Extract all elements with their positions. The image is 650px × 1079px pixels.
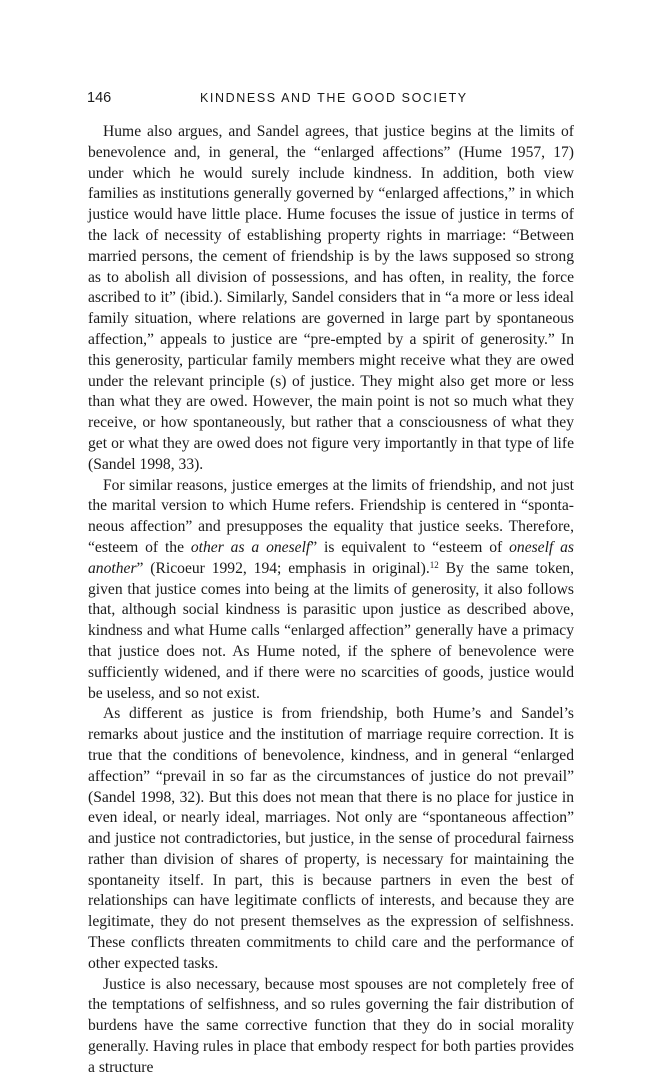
paragraph-2-text-d: By the same token, given that justice comes into being at the limits of generosity, it also follows that, although social kindness is parasitic upon justice as described above, kindness and what Hume calls “enlarged affection” generally have a primacy that justice does not. As Hume noted, if the sphere of benevolence were sufficiently widened, and if there were no scarcities of goods, justice would be useless, and so not exist.	[88, 559, 574, 702]
paragraph-2	[88, 476, 574, 705]
paragraph-2-italic-a: other as a oneself	[190, 538, 311, 556]
running-head	[87, 88, 575, 108]
paragraph-2-text-b: ” is equivalent to “esteem of	[310, 538, 510, 556]
paragraph-2-text-a: For similar reasons, justice emerges at the limits of friendship, and not just the marital version to which Hume refers. Friendship is centered in “spontaneous affection” and presupposes the equality that justice seeks. Therefore, “esteem of the	[88, 476, 574, 556]
paragraph-3: As different as justice is from friendship, both Hume’s and Sandel’s remarks about justice and the institution of marriage require correction. It is true that the conditions of benevolence, kindness, and in general “enlarged affection” “prevail in so far as the circumstances of justice do not prevail” (Sandel 1998, 32). But this does not mean that there is no place for justice in even ideal, or nearly ideal, marriages. Not only are “spontaneous affection” and justice not contradictories, but justice, in the sense of procedural fairness rather than division of shares of property, is necessary for maintaining the spontaneity itself. In part, this is because partners in even the best of relationships can have legitimate conflicts of interests, and because they are legitimate, they do not present themselves as the expression of selfishness. These conflicts threaten commitments to child care and the performance of other expected tasks.	[88, 705, 574, 972]
paragraph-2-text-c: ” (Ricoeur 1992, 194; emphasis in original).	[136, 559, 430, 577]
footnote-marker-12[interactable]: 12	[429, 559, 439, 570]
body-text	[88, 122, 574, 1079]
running-title: KINDNESS AND THE GOOD SOCIETY	[200, 91, 468, 105]
paragraph-1: Hume also argues, and Sandel agrees, that justice begins at the limits of benevolence and, in general, the “enlarged affections” (Hume 1957, 17) under which he would surely include kindness. In addition, both view families as institutions generally governed by “enlarged affections,” in which justice would have little place. Hume focuses the issue of justice in terms of the lack of necessity of establishing property rights in marriage: “Between married persons, the cement of friendship is by the laws supposed so strong as to abolish all division of possessions, and has often, in reality, the force ascribed to it” (ibid.). Similarly, Sandel considers that in “a more or less ideal family situation, where relations are governed in large part by spontaneous affection,” appeals to justice are “pre-empted by a spirit of generosity.” In this generosity, particular family members might receive what they are owed under the relevant principle (s) of justice. They might also get more or less than what they are owed. However, the main point is not so much what they receive, or how spontaneously, but rather that a consciousness of what they get or what they are owed does not figure very importantly in that type of life (Sandel 1998, 33).	[88, 123, 574, 473]
paragraph-4: Justice is also necessary, because most spouses are not completely free of the temptations of selfishness, and so rules governing the fair distribution of burdens have the same corrective function that they do in social morality generally. Having rules in place that embody respect for both parties provides a structure	[88, 975, 574, 1076]
paragraph-2-italic-b: oneself as another	[88, 538, 575, 577]
page-number: 146	[87, 90, 112, 106]
